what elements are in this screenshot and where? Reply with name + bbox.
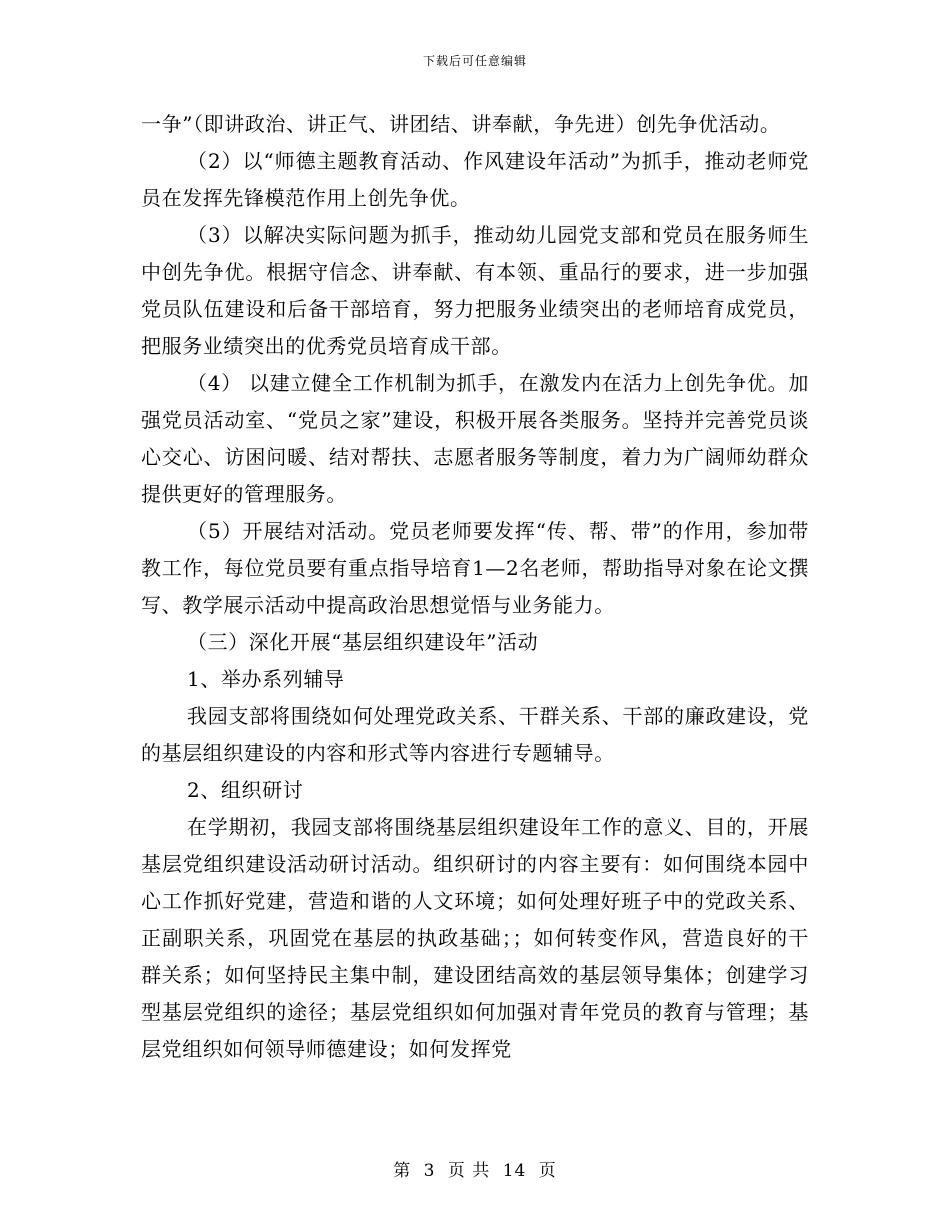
- page-label-middle: 页 共: [447, 1161, 491, 1181]
- paragraph: 在学期初，我园支部将围绕基层组织建设年工作的意义、目的，开展基层党组织建设活动研讨活动。组织研讨的内容主要有：如何围绕本园中心工作抓好党建，营造和谐的人文环境；如何处理好班子中的党政关系、正副职关系，巩固党在基层的执政基础；；如何转变作风，营造良好的干群关系；如何坚持民主集中制，建设团结高效的基层领导集体；创建学习型基层党组织的途径；基层党组织如何加强对青年党员的教育与管理；基层党组织如何领导师德建设；如何发挥党: [141, 815, 809, 1061]
- page-label-suffix: 页: [538, 1161, 557, 1181]
- current-page-number: 3: [423, 1161, 436, 1181]
- paragraph: （4） 以建立健全工作机制为抓手，在激发内在活力上创先争优。加强党员活动室、“党员之家”建设，积极开展各类服务。坚持并完善党员谈心交心、访困问暖、结对帮扶、志愿者服务等制度，着力为广阔师幼群众提供更好的管理服务。: [141, 371, 809, 506]
- paragraph: （2）以“师德主题教育活动、作风建设年活动”为抓手，推动老师党员在发挥先锋模范作用上创先争优。: [141, 149, 809, 210]
- page-header: 下载后可任意编辑: [422, 54, 527, 68]
- page-label-prefix: 第: [393, 1161, 412, 1181]
- subsection-heading: 1、举办系列辅导: [187, 667, 345, 691]
- paragraph: 我园支部将围绕如何处理党政关系、干群关系、干部的廉政建设，党的基层组织建设的内容和形式等内容进行专题辅导。: [141, 704, 809, 765]
- subsection-heading: 2、组织研讨: [187, 778, 304, 802]
- page-footer: [0, 1156, 950, 1181]
- paragraph: （5）开展结对活动。党员老师要发挥“传、帮、带”的作用，参加带教工作，每位党员要有重点指导培育1—2名老师，帮助指导对象在论文撰写、教学展示活动中提高政治思想觉悟与业务能力。: [141, 519, 809, 617]
- paragraph: 一争”（即讲政治、讲正气、讲团结、讲奉献，争先进）创先争优活动。: [141, 112, 781, 136]
- document-body: [141, 106, 809, 1068]
- paragraph: （3）以解决实际问题为抓手，推动幼儿园党支部和党员在服务师生中创先争优。根据守信念、讲奉献、有本领、重品行的要求，进一步加强党员队伍建设和后备干部培育，努力把服务业绩突出的老师培育成党员，把服务业绩突出的优秀党员培育成干部。: [141, 223, 809, 358]
- total-pages-number: 14: [502, 1161, 527, 1181]
- section-heading: （三）深化开展“基层组织建设年”活动: [187, 630, 539, 654]
